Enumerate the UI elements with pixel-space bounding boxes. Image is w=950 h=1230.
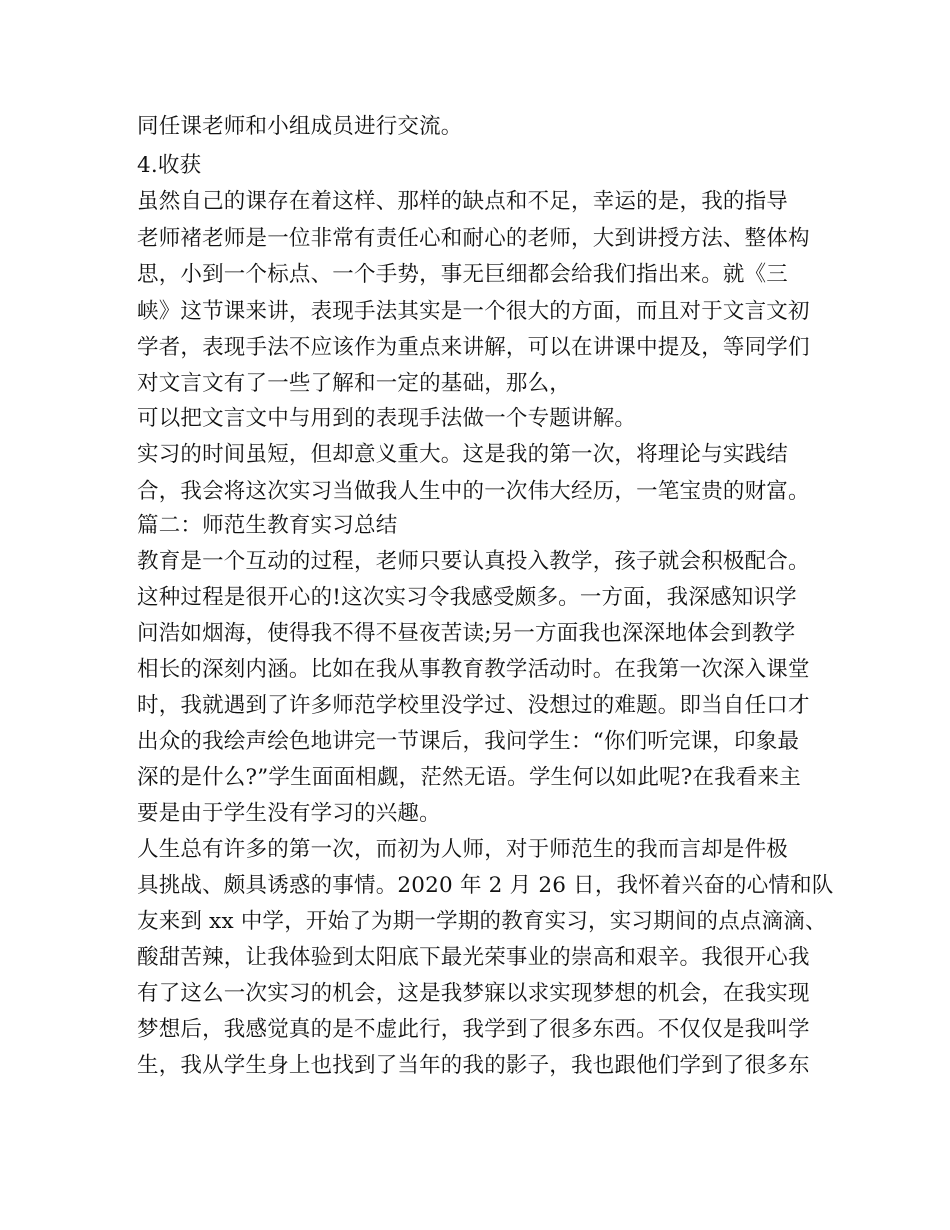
text-line: 生，我从学生身上也找到了当年的我的影子，我也跟他们学到了很多东 xyxy=(137,1053,810,1078)
text-line: 峡》这节课来讲，表现手法其实是一个很大的方面，而且对于文言文初 xyxy=(137,299,810,324)
text-line: 出众的我绘声绘色地讲完一节课后，我问学生：“你们听完课，印象最 xyxy=(137,729,800,754)
text-line: 虽然自己的课存在着这样、那样的缺点和不足，幸运的是，我的指导 xyxy=(137,189,789,214)
text-line: 问浩如烟海，使得我不得不昼夜苦读;另一方面我也深深地体会到教学 xyxy=(137,621,796,646)
text-line: 深的是什么?”学生面面相觑，茫然无语。学生何以如此呢?在我看来主 xyxy=(137,765,801,790)
text-line: 合，我会将这次实习当做我人生中的一次伟大经历，一笔宝贵的财富。 xyxy=(137,479,810,504)
text-line: 具挑战、颇具诱惑的事情。2020 年 2 月 26 日，我怀着兴奋的心情和队 xyxy=(137,873,834,898)
text-line: 相长的深刻内涵。比如在我从事教育教学活动时。在我第一次深入课堂 xyxy=(137,657,810,682)
text-line: 可以把文言文中与用到的表现手法做一个专题讲解。 xyxy=(137,406,637,431)
text-line: 要是由于学生没有学习的兴趣。 xyxy=(137,801,441,826)
text-line: 友来到 xx 中学，开始了为期一学期的教育实习，实习期间的点点滴滴、 xyxy=(137,909,827,934)
text-line: 有了这么一次实习的机会，这是我梦寐以求实现梦想的机会，在我实现 xyxy=(137,981,810,1006)
text-line: 学者，表现手法不应该作为重点来讲解，可以在讲课中提及，等同学们 xyxy=(137,335,810,360)
text-line: 实习的时间虽短，但却意义重大。这是我的第一次，将理论与实践结 xyxy=(137,442,789,467)
text-line: 梦想后，我感觉真的是不虚此行，我学到了很多东西。不仅仅是我叫学 xyxy=(137,1017,810,1042)
text-line: 时，我就遇到了许多师范学校里没学过、没想过的难题。即当自任口才 xyxy=(137,693,810,718)
section-heading: 4.收获 xyxy=(137,153,202,178)
text-line: 这种过程是很开心的!这次实习令我感受颇多。一方面，我深感知识学 xyxy=(137,585,797,610)
text-line: 老师褚老师是一位非常有责任心和耐心的老师，大到讲授方法、整体构 xyxy=(137,226,810,251)
text-line: 教育是一个互动的过程，老师只要认真投入教学，孩子就会积极配合。 xyxy=(137,549,810,574)
text-line: 酸甜苦辣，让我体验到太阳底下最光荣事业的崇高和艰辛。我很开心我 xyxy=(137,945,810,970)
text-line: 同任课老师和小组成员进行交流。 xyxy=(137,114,463,139)
text-line: 思，小到一个标点、一个手势，事无巨细都会给我们指出来。就《三 xyxy=(137,262,789,287)
text-line: 对文言文有了一些了解和一定的基础，那么， xyxy=(137,371,572,396)
text-line: 人生总有许多的第一次，而初为人师，对于师范生的我而言却是件极 xyxy=(137,837,789,862)
article-heading: 篇二：师范生教育实习总结 xyxy=(137,513,398,538)
